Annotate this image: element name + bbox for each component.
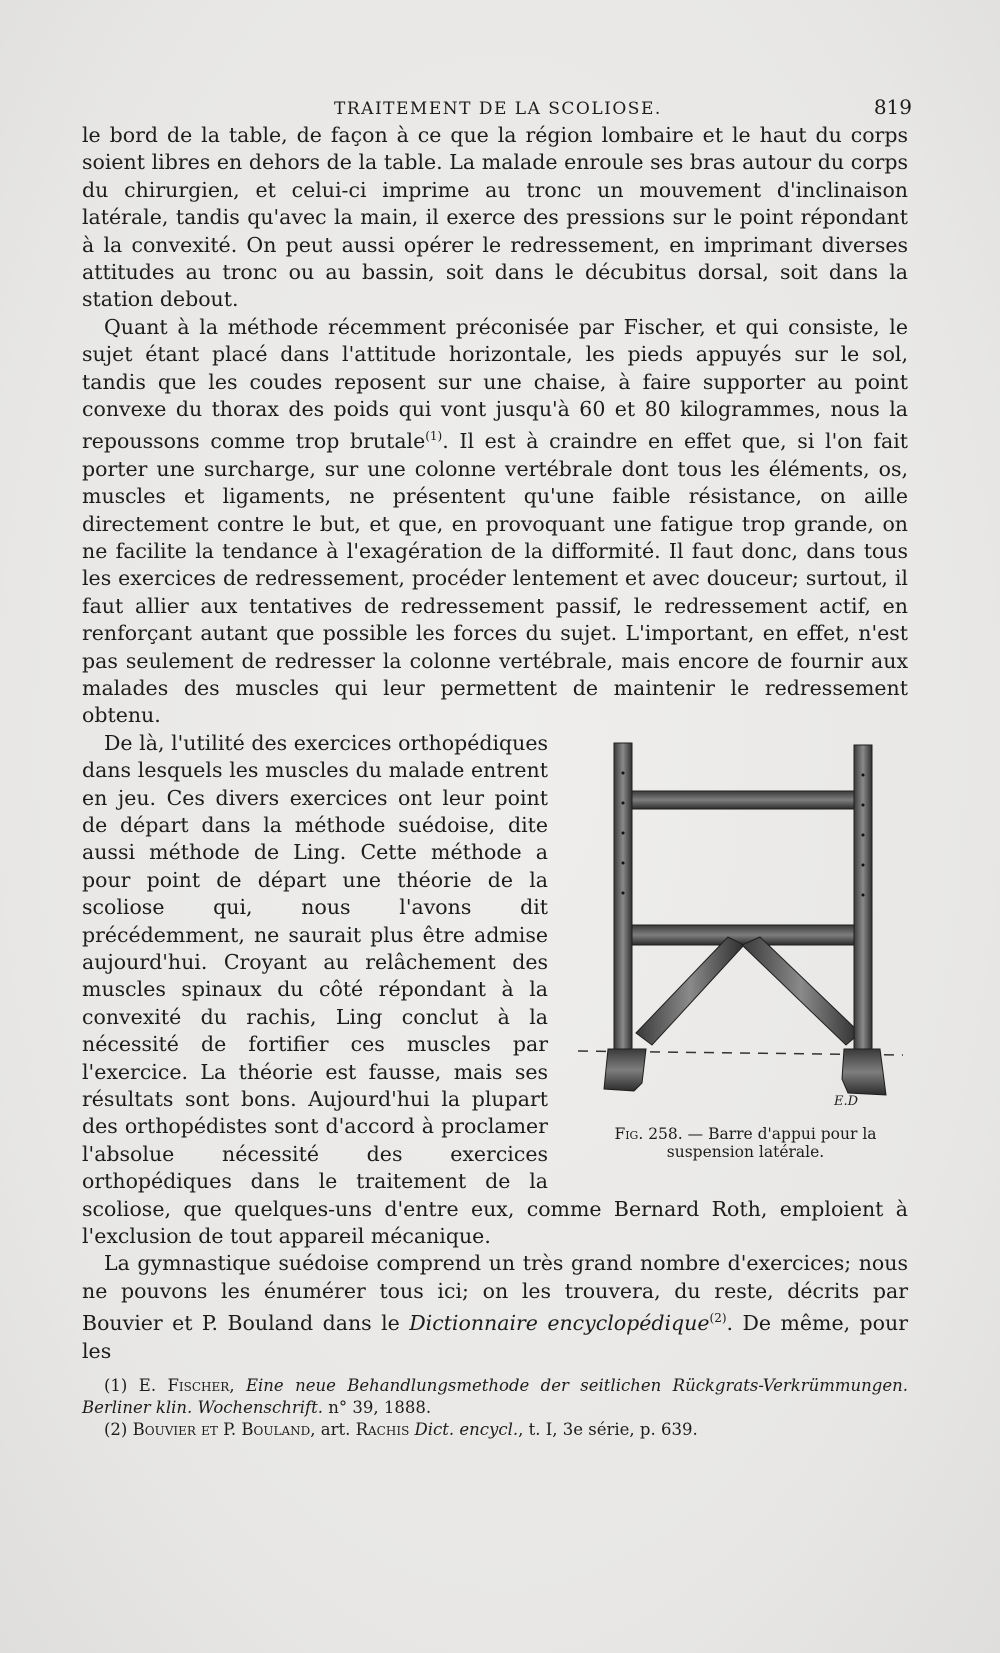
- footnote-2: [82, 1419, 908, 1441]
- paragraph-4-start: La gymnastique suédoise comprend un très grand nombre d'exercices; nous ne pouvons les énumérer tous ici; on les trouvera, du reste, décrits par Bouvier et P. Bouland dans le: [82, 1251, 908, 1336]
- paragraph-3: De là, l'utilité des exercices orthopédiques dans lesquels les muscles du malade entrent en jeu. Ces divers exercices ont leur point de départ dans la méthode suédoise, dite aussi méthode de Ling. Cette méthode a pour point de départ une théorie de la scoliose qui, nous l'avons dit précédemment, ne saurait plus être admise aujourd'hui. Croyant au relâchement des muscles spinaux du côté répondant à la convexité du rachis, Ling conclut à la nécessité de fortifier ces muscles par l'exercice. La théorie est fausse, mais ses résultats sont bons. Aujourd'hui la plupart des orthopédistes sont d'accord à proclamer l'absolue nécessité des exercices orthopédiques dans le traitement de la scoliose, que quelques-uns d'entre eux, comme Bernard Roth, emploient à l'exclusion de tout appareil mécanique.: [82, 730, 908, 1249]
- left-foot: [604, 1049, 646, 1091]
- running-head: [82, 95, 912, 119]
- footnote-1-author: E. Fischer: [138, 1376, 230, 1395]
- dictionary-title: Dictionnaire encyclopédique: [409, 1311, 710, 1336]
- top-support-bar: [626, 791, 856, 809]
- footnote-2-mid: , art.: [310, 1420, 356, 1439]
- footnote-2-ref: , t. I, 3e série, p. 639.: [518, 1420, 698, 1439]
- paragraph-1: le bord de la table, de façon à ce que la région lombaire et le haut du corps soient libres en dehors de la table. La malade enroule ses bras autour du corps du chirurgien, et celui-ci imprime au tronc un mouvement d'inclinaison latérale, tandis qu'avec la main, il exerce des pressions sur le point répondant à la convexité. On peut aussi opérer le redressement, en imprimant diverses attitudes au tronc ou au bassin, soit dans le décubitus dorsal, soit dans la station debout.: [82, 123, 908, 312]
- right-foot: [842, 1049, 886, 1095]
- figure-caption: [578, 1125, 913, 1161]
- footnote-1-title: Eine neue Behandlungsmethode der seitlichen Rückgrats-Verkrümmungen. Berliner klin. Wochenschrift.: [82, 1376, 908, 1417]
- suspension-bar-illustration: [568, 733, 908, 1128]
- paragraph-2-rest: . Il est à craindre en effet que, si l'on fait porter une surcharge, sur une colonne vertébrale dont tous les éléments, os, muscles et ligaments, ne présentent qu'une faible résistance, on aille directement contre le but, et que, en provoquant une fatigue trop grande, on ne facilite la tendance à l'exagération de la difformité. Il faut donc, dans tous les exercices de redressement, procéder lentement et avec douceur; surtout, il faut allier aux tentatives de redressement passif, le redressement actif, en renforçant autant que possible les forces du sujet. L'important, en effet, n'est pas seulement de redresser la colonne vertébrale, mais encore de fournir aux malades des muscles qui leur permettent de maintenir le redressement obtenu.: [82, 429, 908, 728]
- figure-258: [568, 733, 908, 1185]
- footnote-2-authors: Bouvier et P. Bouland: [132, 1420, 311, 1439]
- left-post: [614, 743, 632, 1061]
- figure-label: Fig. 258.: [614, 1124, 683, 1143]
- page-number: 819: [873, 95, 912, 119]
- left-diagonal-brace: [636, 937, 744, 1045]
- footnote-2-article: Rachis: [355, 1420, 410, 1439]
- middle-crossbar: [626, 925, 856, 945]
- right-post: [854, 745, 872, 1061]
- footnote-1: (1) E. Fischer, Eine neue Behandlungsmethode der seitlichen Rückgrats-Verkrümmungen. Berliner klin. Wochenschrift. n° 39, 1888.: [82, 1376, 908, 1417]
- footnote-2-mark: (2): [104, 1420, 128, 1439]
- footnotes: [82, 1375, 908, 1441]
- paragraph-4-end: . De même, pour les: [82, 1311, 908, 1363]
- paragraph-4: [82, 1250, 908, 1364]
- footnote-1-ref: n° 39, 1888.: [323, 1398, 432, 1417]
- engraver-signature: E.D: [834, 1093, 859, 1109]
- paragraph-2: [82, 314, 908, 730]
- footnote-ref-1: (1): [425, 429, 443, 444]
- running-title: TRAITEMENT DE LA SCOLIOSE.: [334, 99, 662, 119]
- body-text: [82, 122, 908, 1365]
- figure-caption-text: — Barre d'appui pour la suspension latérale.: [666, 1124, 877, 1161]
- footnote-ref-2: (2): [709, 1311, 727, 1326]
- footnote-2-journal: Dict. encycl.: [414, 1420, 519, 1439]
- right-diagonal-brace: [742, 937, 860, 1045]
- paragraph-2-start: Quant à la méthode récemment préconisée par Fischer, et qui consiste, le sujet étant placé dans l'attitude horizontale, les pieds appuyés sur le sol, tandis que les coudes reposent sur une chaise, à faire supporter au point convexe du thorax des poids qui vont jusqu'à 60 et 80 kilogrammes, nous la repoussons comme trop brutale: [82, 314, 908, 454]
- footnote-1-mark: (1): [104, 1376, 128, 1395]
